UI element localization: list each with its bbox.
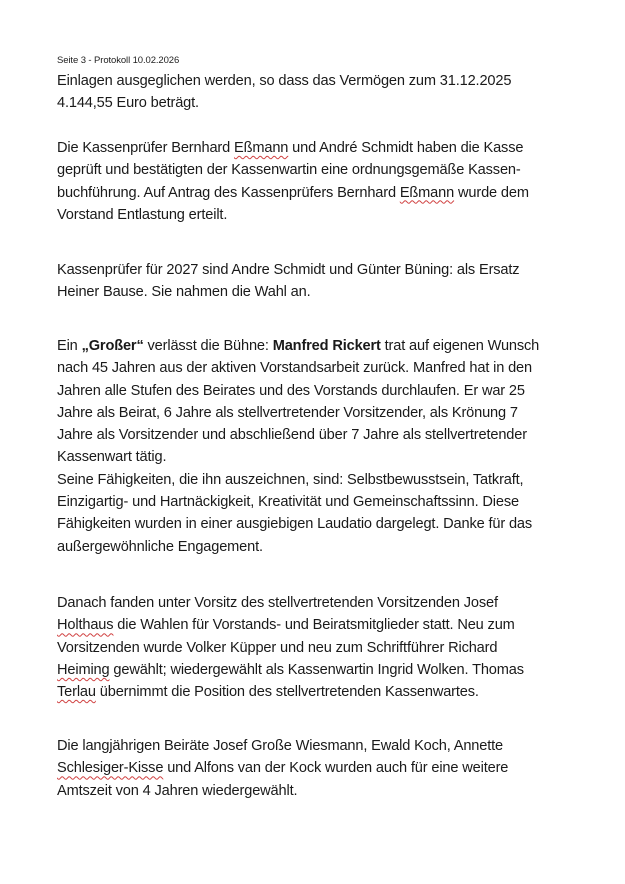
text-line: Ein „Großer“ verlässt die Bühne: Manfred Rickert trat auf eigenen Wunsch bbox=[57, 338, 540, 354]
text-line: Holthaus die Wahlen für Vorstands- und Beiratsmitglieder statt. Neu zum bbox=[57, 617, 515, 634]
spellcheck-flagged-word[interactable]: Eßmann bbox=[234, 140, 289, 156]
text-line: Danach fanden unter Vorsitz des stellvertretenden Vorsitzenden Josef bbox=[57, 595, 498, 611]
paragraph-advisory-board bbox=[57, 735, 597, 802]
spellcheck-flagged-word[interactable]: Terlau bbox=[57, 684, 96, 701]
text-line: Vorstand Entlastung erteilt. bbox=[57, 206, 228, 223]
text-line: Schlesiger-Kisse und Alfons van der Kock wurden auch für eine weitere bbox=[57, 760, 509, 777]
spellcheck-flagged-word[interactable]: Heiming bbox=[57, 661, 110, 678]
text-line: Jahre als Vorsitzender und abschließend über 7 Jahre als stellvertretender bbox=[57, 427, 527, 444]
text-line: Kassenprüfer für 2027 sind Andre Schmidt und Günter Büning: als Ersatz bbox=[57, 262, 520, 278]
spellcheck-flagged-word[interactable]: Eßmann bbox=[399, 184, 455, 201]
text-line: Die langjährigen Beiräte Josef Große Wiesmann, Ewald Koch, Annette bbox=[57, 738, 503, 754]
text-line: Fähigkeiten wurden in einer ausgiebigen Laudatio dargelegt. Danke für das bbox=[57, 516, 533, 533]
text-line: Einzigartig- und Hartnäckigkeit, Kreativität und Gemeinschaftssinn. Diese bbox=[57, 494, 519, 511]
paragraph-farewell bbox=[57, 335, 597, 558]
paragraph-balance bbox=[57, 70, 597, 115]
bold-text: „Großer“ bbox=[81, 338, 144, 354]
text-line: Jahren alle Stufen des Beirates und des Vorstands durchlaufen. Er war 25 bbox=[57, 382, 525, 399]
text-line: Heiming gewählt; wiedergewählt als Kassenwartin Ingrid Wolken. Thomas bbox=[57, 661, 524, 678]
text-line: Einlagen ausgeglichen werden, so dass das Vermögen zum 31.12.2025 bbox=[57, 73, 512, 89]
text-line: geprüft und bestätigten der Kassenwartin eine ordnungsgemäße Kassen- bbox=[57, 162, 521, 179]
text-line: nach 45 Jahren aus der aktiven Vorstandsarbeit zurück. Manfred hat in den bbox=[57, 360, 532, 377]
text-line: Terlau übernimmt die Position des stellvertretenden Kassenwartes. bbox=[57, 684, 479, 701]
paragraph-audit bbox=[57, 137, 597, 226]
spellcheck-flagged-word[interactable]: Schlesiger-Kisse bbox=[57, 760, 164, 777]
paragraph-elections bbox=[57, 592, 597, 703]
paragraph-auditors-2027 bbox=[57, 259, 597, 304]
text-line: außergewöhnliche Engagement. bbox=[57, 538, 263, 555]
spellcheck-flagged-word[interactable]: Holthaus bbox=[57, 617, 114, 634]
text-line: Vorsitzenden wurde Volker Küpper und neu zum Schriftführer Richard bbox=[57, 639, 498, 656]
text-line: 4.144,55 Euro beträgt. bbox=[57, 95, 199, 112]
page-header: Seite 3 - Protokoll 10.02.2026 bbox=[57, 55, 180, 66]
text-line: Heiner Bause. Sie nahmen die Wahl an. bbox=[57, 284, 311, 301]
bold-text: Manfred Rickert bbox=[272, 338, 381, 354]
text-line: Jahre als Beirat, 6 Jahre als stellvertretender Vorsitzender, als Krönung 7 bbox=[57, 404, 518, 421]
text-line: buchführung. Auf Antrag des Kassenprüfers Bernhard Eßmann wurde dem bbox=[57, 184, 529, 201]
text-line: Amtszeit von 4 Jahren wiedergewählt. bbox=[57, 782, 298, 799]
text-line: Kassenwart tätig. bbox=[57, 449, 167, 466]
text-line: Seine Fähigkeiten, die ihn auszeichnen, sind: Selbstbewusstsein, Tatkraft, bbox=[57, 471, 524, 488]
text-line: Die Kassenprüfer Bernhard Eßmann und André Schmidt haben die Kasse bbox=[57, 140, 524, 156]
